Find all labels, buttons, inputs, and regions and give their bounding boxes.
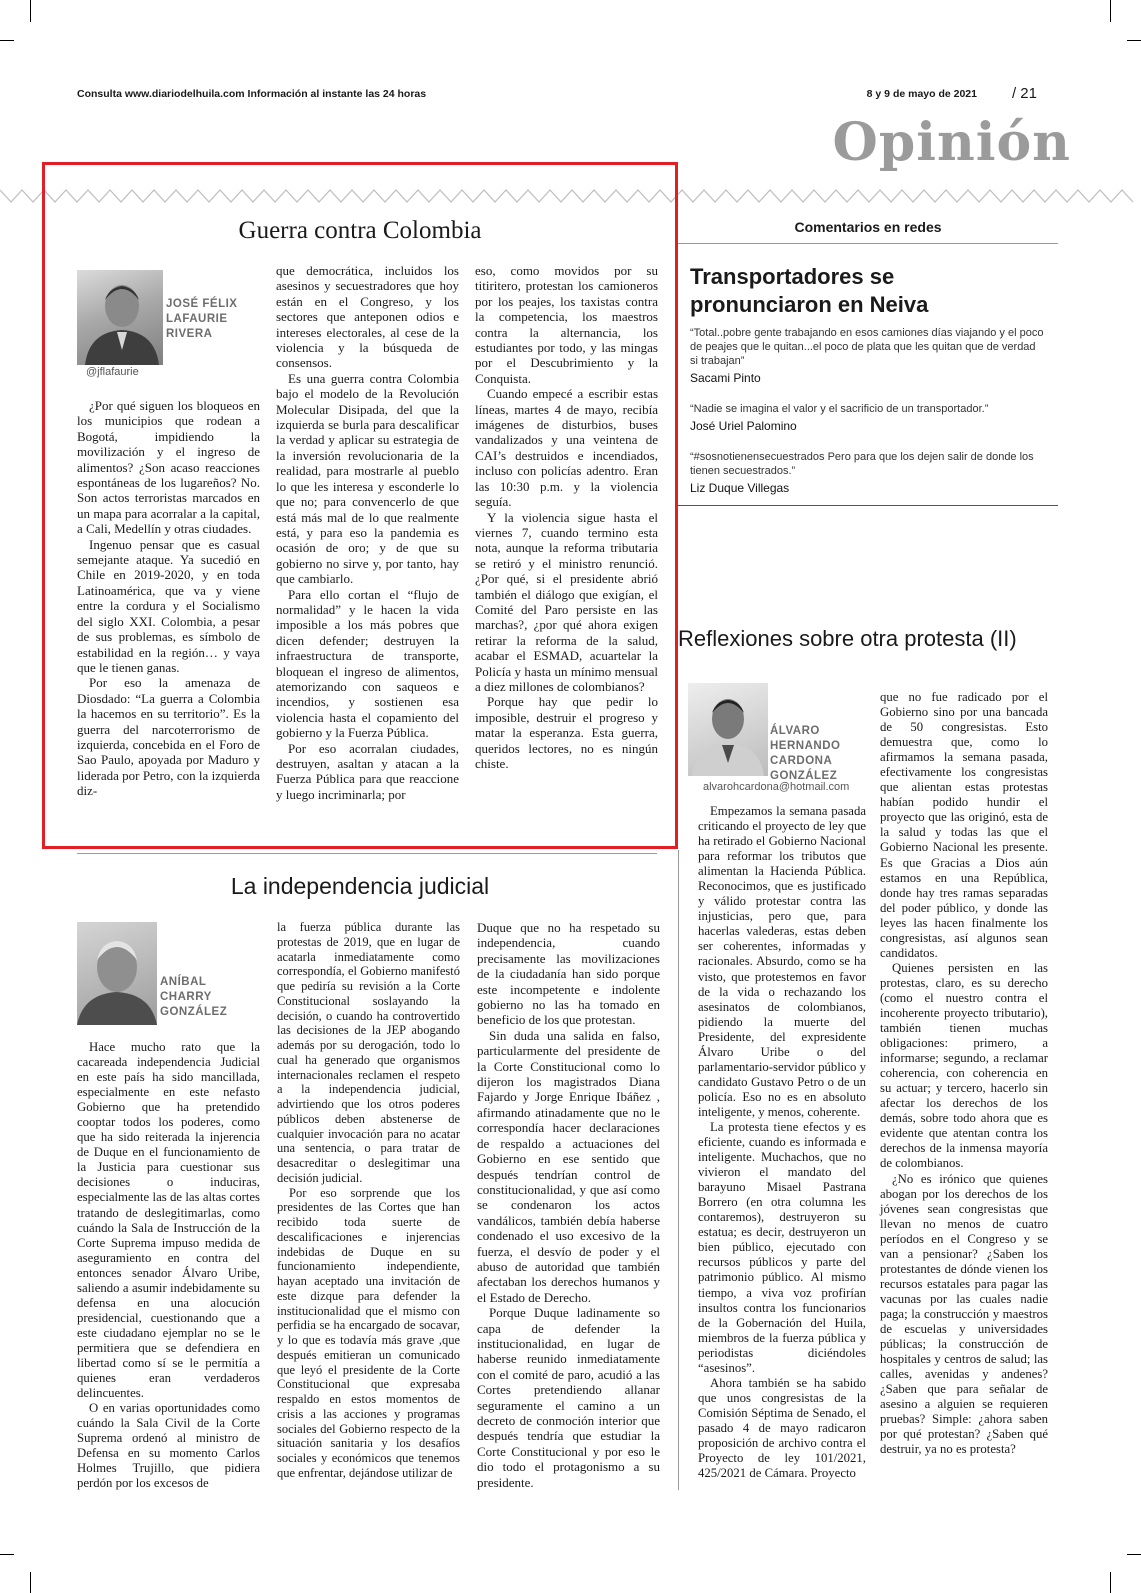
paragraph: la fuerza pública durante las protestas de 2019, que en lugar de acatarla inmediatamente como correspondía, el Gobierno manifestó que pediría su revisión a la Corte Constitucional soslayando la decisión, o cuando ha controvertido las decisiones de la JEP abogando además por su derogación, todo lo cual ha generado que organismos internacionales reclamen el respeto a la independencia judicial, advirtiendo que los otros poderes públicos deben abstenerse de cualquier invocación para no acatar una sentencia, o para tratar de desacreditar o deslegitimar una decisión judicial. [277,920,460,1185]
page-header [77,85,1037,104]
crop-mark [30,0,31,22]
crop-mark [0,1554,14,1555]
crop-mark [1110,1572,1111,1593]
portrait-icon [688,683,768,776]
comment-author: Liz Duque Villegas [690,481,790,495]
article-title: Reflexiones sobre otra protesta (II) [678,626,1017,651]
comments-title: Transportadores se pronunciaron en Neiva [690,264,929,317]
paragraph: eso, como movidos por su titiritero, protestan los camioneros por los peajes, los taxistas contra la competencia, los maestros contra la alternancia, los estudiantes por todo, y las mingas por el Descubrimiento y la Conquista. [475,263,658,386]
paragraph: O en varias oportunidades como cuándo la Sala Civil de la Corte Suprema ordenó al ministro de Defensa en su momento Carlos Holmes Trujillo, que pidiera perdón por los excesos de [77,1401,260,1491]
paragraph: Empezamos la semana pasada criticando el proyecto de ley que ha retirado el Gobierno Nacional para reformar los tributos que alimentan la Hacienda Pública. Reconocimos, que es justificado y válido protestar contra las injusticias, pero que, para hacerlas valederas, estas deben ser coherentes, informadas y racionales. Absurdo, como se ha visto, que protestemos en favor de la vida o rechazando los asesinatos de colombianos, pidiendo la muerte del Presidente, del expresidente Álvaro Uribe o del parlamentario-servidor público y candidato Gustavo Petro o de un policía. Eso no es en absoluto inteligente, y menos, coherente. [698,804,866,1119]
article-title: La independencia judicial [230,873,490,899]
paragraph: Es una guerra contra Colombia bajo el modelo de la Revolución Molecular Disipada, del que la izquierda se burla para descalificar la verdad y aplicar su estrategia de la inversión revolucionaria de la realidad, para mostrarle al pueblo lo que les interesa y esconderle lo que no; para convencerlo de que está más mal de lo que realmente está, y para eso la pandemia es ocasión de oro; y de que su gobierno no sirve y, por tanto, hay que cambiarlo. [276,370,459,587]
divider [678,505,1058,506]
paragraph: Por eso acorralan ciudades, destruyen, asaltan y atacan a la Fuerza Pública para que reaccione y luego incriminarla; por [276,740,459,802]
paragraph: que democrática, incluidos los asesinos y secuestradores que hoy están en el Congreso, y los sectores que anteponen odios e intereses electorales, al cese de la violencia y la búsqueda de consensos. [276,263,459,371]
author-email: alvarohcardona@hotmail.com [703,781,850,793]
article-column [77,398,260,799]
author-name: JOSÉ FÉLIX LAFAURIE RIVERA [166,298,238,340]
paragraph: Ingenuo pensar que es casual semejante ataque. Ya sucedió en Chile en 2019-2020, y en toda Latinoamérica, que va y viene entre la cordura y el Socialismo del siglo XXI. Colombia, a pesar de sus problemas, es símbolo de estabilidad en la región… y vaya que le tienen ganas. [77,536,260,675]
divider [678,243,1058,244]
paragraph: Porque hay que pedir lo imposible, destruir el progreso y matar la esperanza. Esta guerra, queridos lectores, no es ningún chiste. [475,694,658,771]
author-name: ÁLVARO HERNANDO CARDONA GONZÁLEZ [770,725,841,782]
divider [77,853,657,854]
comment-text: “Nadie se imagina el valor y el sacrificio de un transportador.” [690,403,989,415]
paragraph: Porque Duque ladinamente so capa de defender la institucionalidad, en lugar de haberse reunido inmediatamente con el comité de paro, acudió a las Cortes pretendiendo allanar seguramente el camino a un decreto de conmoción interior que después tendría que estudiar la Corte Constitucional y por eso le dio todo el protagonismo a su presidente. [477,1305,660,1490]
author-handle: @jflafaurie [86,366,139,378]
article-column [880,690,1048,1457]
issue-date: 8 y 9 de mayo de 2021 [866,88,977,100]
article-column [77,1040,260,1491]
crop-mark [1127,40,1141,41]
article-column [698,804,866,1481]
comments-list [690,326,1045,495]
page-number: / 21 [1011,85,1037,102]
paragraph: Hace mucho rato que la cacareada independencia Judicial en este país ha sido mancillada, especialmente en este nefasto Gobierno que ha pretendido cooptar todos los poderes, como que ha sido reiterada la injerencia de Duque en el funcionamiento de la Justicia para cuestionar sus decisiones o induciras, especialmente las de las altas cortes tratando de deslegitimarlas, como cuándo la Sala de Instrucción de la Corte Suprema impuso medida de aseguramiento en contra del entonces senador Álvaro Uribe, saliendo a asumir indebidamente su defensa en una alocución presidencial, cuestionando que a este ciudadano ejemplar no se le permitiera que se defendiera en libertad como sí se le permitía a quienes eran verdaderos delincuentes. [77,1040,260,1401]
paragraph: Y la violencia sigue hasta el viernes 7, cuando termino esta nota, aunque la reforma tributaria se retiró y el ministro renunció. ¿Por qué, si el presidente abrió también el diálogo que exigían, el Comité del Paro persiste en las marchas?, ¿por qué ahora exigen retirar la reforma de la salud, acabar el ESMAD, acuartelar la Policía y hasta un mínimo mensual a diez millones de colombianos? [475,509,658,694]
paragraph: Por eso la amenaza de Diosdado: “La guerra a Colombia la hacemos en su territorio”. Es la guerra del narcoterrorismo de izquierda, concebida en el Foro de Sao Paulo, apoyada por Maduro y liderada por Petro, con la izquierda diz- [77,675,260,799]
comment-author: José Uriel Palomino [690,419,797,433]
paragraph: Ahora también se ha sabido que unos congresistas de la Comisión Séptima de Senado, el pasado 4 de mayo radicaron proposición de archivo contra el Proyecto de ley 101/2021, 425/2021 de Cámara. Proyecto [698,1375,866,1481]
article-column [477,920,660,1490]
paragraph: Duque que no ha respetado su independencia, cuando precisamente las movilizaciones de la ciudadanía han sido porque este incompetente e indolente gobierno no las ha tomado en beneficio de los que protestan. [477,920,660,1028]
paragraph: Quienes persisten en las protestas, claro, es su derecho (como el nuestro contra el incoherente proyecto tributario), también tienen muchas obligaciones: primero, a informarse; segundo, a reclamar coherencia, con coherencia en su actuar; y tercero, hacerlo sin afectar los derechos de los demás, sobre todo ahora que es evidente que atentan contra los derechos de la inmensa mayoría de colombianos. [880,960,1048,1171]
section-title: Opinión [832,112,1071,173]
paragraph: Para ello cortan el “flujo de normalidad” y le hacen la vida imposible a los más pobres que dicen defender; destruyen la infraestructura de transporte, bloquean el ingreso de alimentos, atemorizando con saqueos e incendios, y sostienen esa violencia hasta el copamiento del gobierno y la Fuerza Pública. [276,586,459,741]
article-column [277,920,460,1481]
comment-text: “#sosnotienensecuestrados Pero para que los dejen salir de donde los tienen secuestrados.” [690,451,1034,477]
author-photo [688,683,768,776]
author-photo [77,922,157,1025]
crop-mark [1127,1554,1141,1555]
site-line: Consulta www.diariodelhuila.com Información al instante las 24 horas [77,88,427,100]
paragraph: Por eso sorprende que los presidentes de las Cortes que han recibido toda suerte de descalificaciones e injerencias indebidas de Duque en su funcionamiento independiente, hayan aceptado una invitación de este dizque para defender la institucionalidad que el mismo con perfidia se ha encargado de socavar, y lo que es todavía más grave ,que después emitieran un comunicado que leyó el presidente de la Corte Constitucional que expresaba respaldo en estos momentos de crisis a las acciones y programas sociales del Gobierno respecto de la situación sanitaria y los desafíos sociales y económicos que tenemos que enfrentar, dejándose utilizar de [277,1185,460,1480]
paragraph: Cuando empecé a escribir estas líneas, martes 4 de mayo, recibía imágenes de disturbios, buses vandalizados y una veintena de CAI’s destruidos e incendiados, incluso con policías adentro. Eran las 10:30 p.m. y la violencia seguía. [475,386,658,510]
crop-mark [0,40,14,41]
crop-mark [30,1572,31,1593]
author-photo [77,270,163,365]
portrait-icon [77,270,163,365]
comments-heading: Comentarios en redes [794,219,942,235]
author-name: ANÍBAL CHARRY GONZÁLEZ [160,976,228,1018]
column-divider [678,850,679,1490]
article-title: Guerra contra Colombia [238,217,482,244]
paragraph: ¿No es irónico que quienes abogan por los derechos de los jóvenes sean congresistas que llevan no menos de cuatro períodos en el Congreso y se van a pensionar? ¿Saben los protestantes de dónde vienen los recursos estatales para pagar las vacunas por las cuales nadie paga; la construcción y maestros de escuelas y universidades públicas; la construcción de hospitales y centros de salud; las calles, avenidas y andenes? ¿Saben que para señalar de asesino a alguien se requieren pruebas? Simple: ¿ahora saben por qué protestan? ¿Saben qué destruir, ya no es protesta? [880,1171,1048,1457]
comment-text: “Total..pobre gente trabajando en esos camiones días viajando y el poco de peajes que le quitan...el poco de plata que les quitan que de verdad si trabajan” [690,327,1044,367]
crop-mark [1110,0,1111,22]
paragraph: La protesta tiene efectos y es eficiente, cuando es informada e inteligente. Muchachos, que no vivieron el mandato del barayuno Misael Pastrana Borrero (en otra columna les contaremos), destruyeron su estatua; es decir, destruyeron un bien público, ejecutado con recursos públicos y parte del patrimonio público. Al mismo tiempo, a viva voz profirían insultos contra los funcionarios de la Gobernación del Huila, miembros de la fuerza pública y periodistas diciéndoles “asesinos”. [698,1119,866,1375]
article-column [276,263,459,802]
paragraph: que no fue radicado por el Gobierno sino por una bancada de 50 congresistas. Esto demuestra que, como lo afirmamos la semana pasada, efectivamente los congresistas que alientan estas protestas habían podido hundir el proyecto que las originó, esta de la salud y todas las que el Gobierno Nacional les presente. Es que Gracias a Dios aún estamos en una República, donde hay tres ramas separadas del poder público, y donde las leyes las hacen finalmente los congresistas, así algunos sean candidatos. [880,690,1048,960]
paragraph: ¿Por qué siguen los bloqueos en los municipios que rodean a Bogotá, impidiendo la movilización y el ingreso de alimentos? ¿Son acaso reacciones espontáneas de los lugareños? No. Son actos terroristas marcados en un mapa para acorralar a la capital, a Cali, Medellín y otras ciudades. [77,398,260,537]
article-column [475,263,658,771]
comment-author: Sacami Pinto [690,371,761,385]
portrait-icon [77,922,157,1025]
paragraph: Sin duda una salida en falso, particularmente del presidente de la Corte Constitucional como lo dijeron los magistrados Diana Fajardo y Jorge Enrique Ibáñez , afirmando atinadamente que no le correspondía hacer declaraciones de respaldo a actuaciones del Gobierno en ese sentido que después tendrían control de constitucionalidad, y que así como se condenaron los actos vandálicos, también debía haberse condenado el uso excesivo de la fuerza, el desvío de poder y el abuso de autoridad que también afectaban los derechos humanos y el Estado de Derecho. [477,1027,660,1305]
